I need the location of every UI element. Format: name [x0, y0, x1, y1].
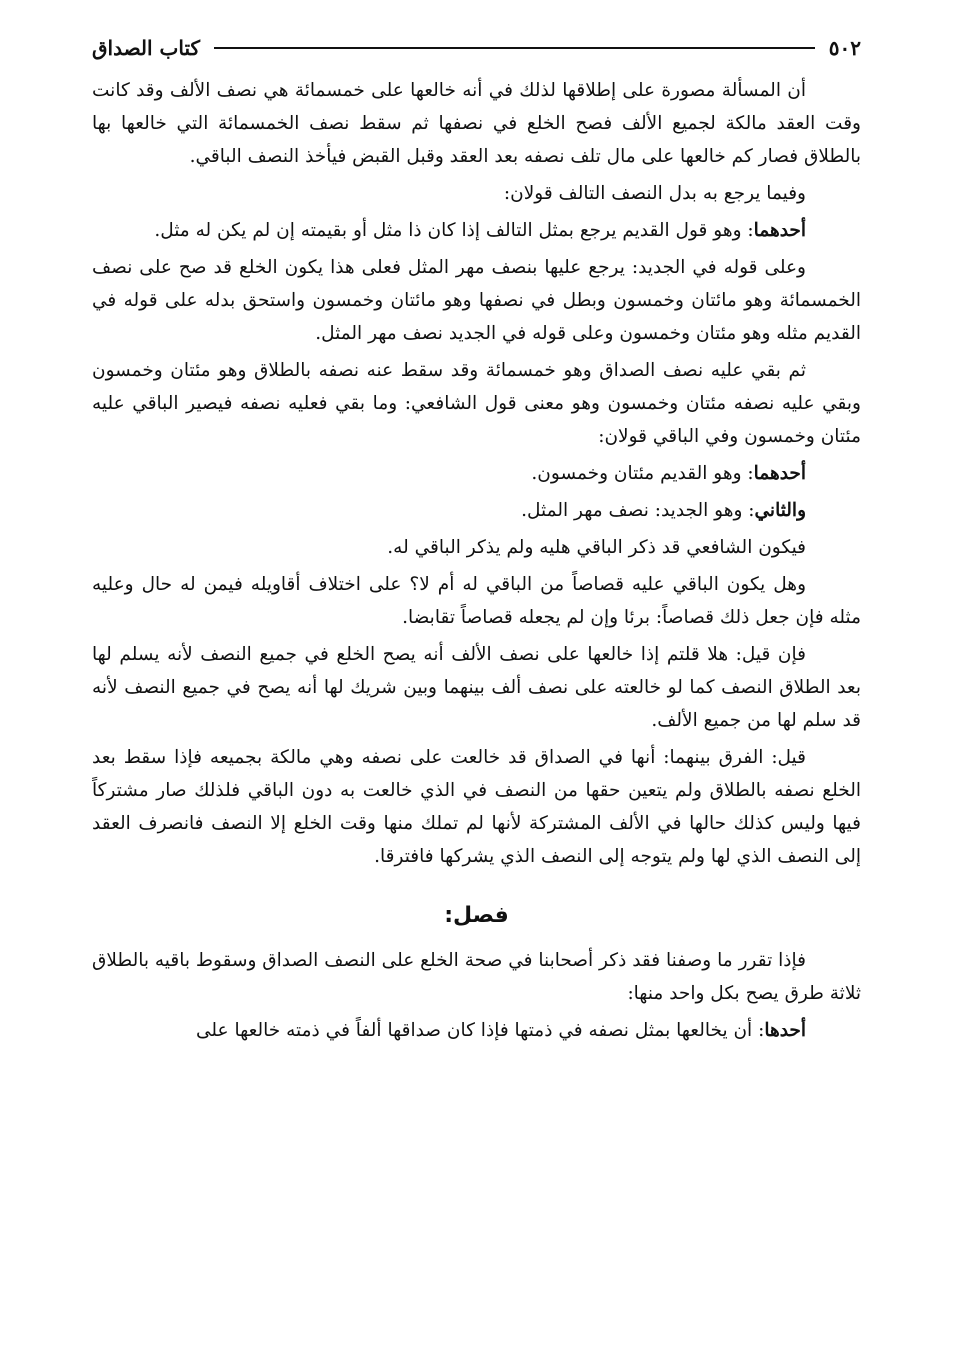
paragraph-10: فإن قيل: هلا قلتم إذا خالعها على نصف الألف أنه يصح الخلع في جميع النصف لأنه يسلم لها بعد الطلاق النصف كما لو خالعته على نصف ألف بينهما وبين شريك لها أنه يصح في جميع النصف لأنه قد سلم لها من جميع الألف. [92, 644, 861, 731]
header-rule [214, 47, 815, 49]
paragraph-3 [92, 214, 861, 247]
paragraph-8: فيكون الشافعي قد ذكر الباقي هليه ولم يذكر الباقي له. [387, 537, 806, 558]
paragraph-3-text: : وهو قول القديم يرجع بمثل التالف إذا كان ذا مثل أو بقيمته إن لم يكن له مثل. [154, 220, 754, 241]
page-body [92, 70, 861, 1047]
paragraph-9: وهل يكون الباقي عليه قصاصاً من الباقي له أم لا؟ على اختلاف أقاويله فيمن له حال وعليه مثله فإن جعل ذلك قصاصاً: برئا وإن لم يجعله قصاصاً تقابضا. [92, 574, 861, 628]
paragraph-7-text: : وهو الجديد: نصف مهر المثل. [521, 500, 755, 521]
paragraph-2: وفيما يرجع به بدل النصف التالف قولان: [503, 183, 806, 204]
paragraph-6-label: أحدهما [753, 463, 806, 484]
running-title: كتاب الصداق [92, 36, 201, 60]
paragraph-3-label: أحدهما [753, 220, 806, 241]
paragraph-6-text: : وهو القديم مئتان وخمسون. [531, 463, 754, 484]
page-number: ٥٠٢ [828, 36, 861, 60]
paragraph-13 [92, 1014, 861, 1047]
paragraph-1: أن المسألة مصورة على إطلاقها لذلك في أنه خالعها على خمسمائة هي نصف الألف وقد كانت وقت العقد مالكة لجميع الألف فصح الخلع في نصفها ثم سقط نصف الخمسمائة التي خالعها بها بالطلاق فصار كم خالعها على مال تلف نصفه بعد العقد وقبل القبض فيأخذ النصف الباقي. [92, 80, 861, 167]
paragraph-13-text: : أن يخالعها بمثل نصفه في ذمتها فإذا كان صداقها ألفاً في ذمته خالعها على [195, 1020, 765, 1041]
section-heading: فصل: [444, 903, 509, 928]
paragraph-7-label: والثاني [754, 500, 806, 521]
paragraph-12: فإذا تقرر ما وصفنا فقد ذكر أصحابنا في صحة الخلع على النصف الصداق وسقوط باقيه بالطلاق ثلاثة طرق يصح بكل واحد منها: [92, 950, 861, 1004]
paragraph-4: وعلى قوله في الجديد: يرجع عليها بنصف مهر المثل فعلى هذا يكون الخلع قد صح على نصف الخمسمائة وهو مائتان وخمسون وبطل في نصفها وهو مائتان وخمسون واستحق بدله على قوله في القديم مثله وهو مئتان وخمسون وعلى قوله في الجديد نصف مهر المثل. [92, 257, 861, 344]
running-header [92, 34, 861, 62]
paragraph-7 [92, 494, 861, 527]
paragraph-6 [92, 457, 861, 490]
paragraph-5: ثم بقي عليه نصف الصداق وهو خمسمائة وقد سقط عنه نصفه بالطلاق وهو مئتان وخمسون وبقي عليه نصفه مئتان وخمسون وهو معنى قول الشافعي: وما بقي فعليه نصفه فيصير الباقي عليه مئتان وخمسون وفي الباقي قولان: [92, 360, 861, 447]
paragraph-13-label: أحدها [764, 1020, 806, 1041]
paragraph-11: قيل: الفرق بينهما: أنها في الصداق قد خالعت على نصفه وهي مالكة بجميعه فإذا سقط بعد الخلع نصفه بالطلاق ولم يتعين حقها من النصف في الذي خالعت به دون الباقي فلذلك صار مشتركاً فيها وليس كذلك حالها في الألف المشتركة لأنها لم تملك منها وقت الخلع إلا النصف فانصرف العقد إلى النصف الذي لها ولم يتوجه إلى النصف الذي يشركها فافترقا. [92, 747, 861, 867]
